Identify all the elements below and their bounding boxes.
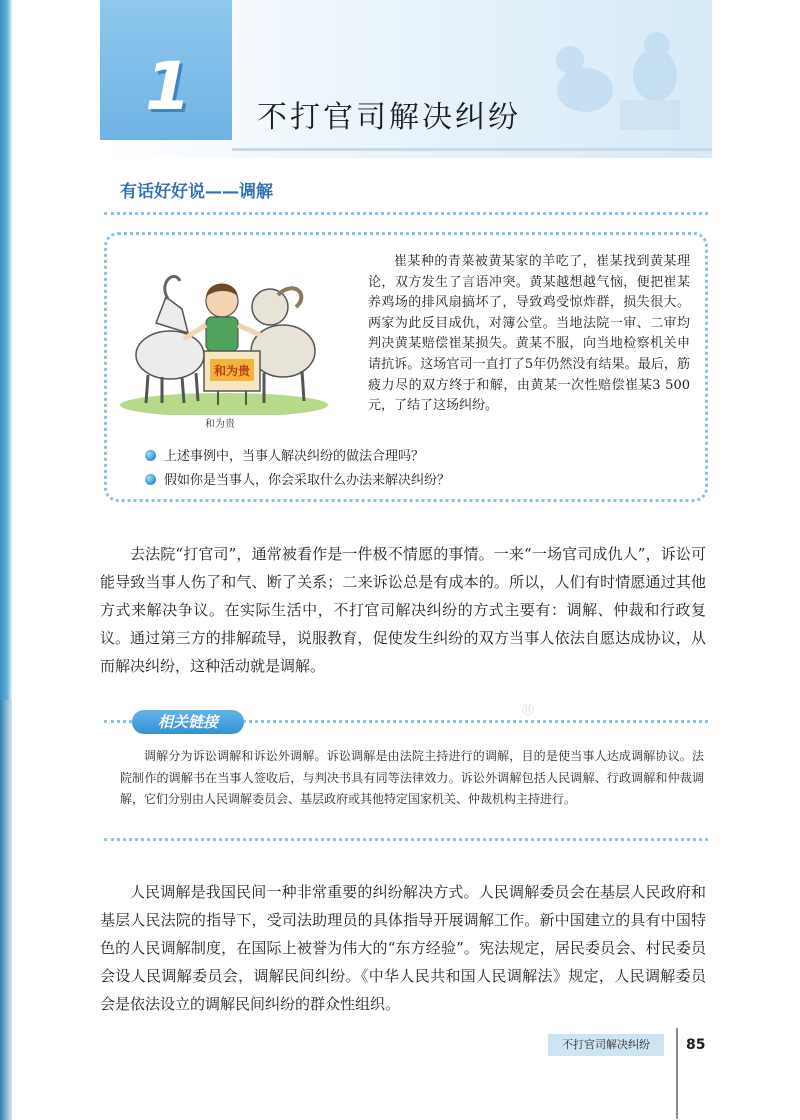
body-paragraph-3: 人民调解是我国民间一种非常重要的纠纷解决方式。人民调解委员会在基层人民政府和基层人民法院的指导下，受司法助理员的具体指导开展调解工作。新中国建立的具有中国特色的人民调解制度，在国际上被誉为伟大的“东方经验”。宪法规定，居民委员会、村民委员会设人民调解委员会，调解民间纠纷。《中华人民共和国人民调解法》规定，人民调解委员会是依法设立的调解民间纠纷的群众性组织。	[100, 883, 706, 1013]
body-paragraph-2: 通过第三方的排解疏导，说服教育，促使发生纠纷的双方当事人依法自愿达成协议，从而解决纠纷，这种活动就是调解。	[100, 629, 706, 675]
footer-chapter-label: 不打官司解决纠纷	[548, 1034, 664, 1056]
page-edge-strip	[0, 0, 12, 1119]
question-bullet-icon	[145, 474, 156, 485]
lesson-number: 1	[145, 48, 191, 125]
case-question-1	[145, 446, 685, 468]
case-question-2-text: 假如你是当事人，你会采取什么办法来解决纠纷？	[164, 473, 451, 488]
related-link-tab: 相关链接	[132, 710, 244, 734]
lesson-title: 不打官司解决纠纷	[257, 100, 521, 135]
watermark-registered-icon: ®	[520, 700, 536, 719]
goat-dispute-illustration	[118, 255, 330, 415]
related-link-text: 调解分为诉讼调解和诉讼外调解。诉讼调解是由法院主持进行的调解，目的是使当事人达成调解协议。法院制作的调解书在当事人签收后，与判决书具有同等法律效力。诉讼外调解包括人民调解、行政调解和仲裁调解，它们分别由人民调解委员会、基层政府或其他特定国家机关、仲裁机构主持进行。	[120, 749, 704, 806]
page-number: 85	[686, 1037, 706, 1053]
case-question-2	[145, 470, 685, 492]
illustration-caption: 和为贵	[205, 419, 235, 430]
question-bullet-icon	[145, 450, 156, 461]
body-paragraph-1: 去法院“打官司”，通常被看作是一件极不情愿的事情。一来“一场官司成仇人”，诉讼可能导致当事人伤了和气、断了关系；二来诉讼总是有成本的。所以，人们有时情愿通过其他方式来解决争议。在实际生活中，不打官司解决纠纷的方式主要有：调解、仲裁和行政复议。	[100, 545, 706, 647]
illustration-sign-text: 和为贵	[213, 364, 251, 378]
header-goat-illustration	[525, 20, 705, 145]
case-question-1-text: 上述事例中，当事人解决纠纷的做法合理吗？	[164, 449, 425, 464]
header-underline	[232, 148, 712, 151]
related-link-bottom-divider	[104, 838, 708, 841]
section-dotted-divider	[104, 212, 708, 215]
case-study-text: 崔某种的青菜被黄某家的羊吃了，崔某找到黄某理论，双方发生了言语冲突。黄某越想越气恼，便把崔某养鸡场的排风扇搞坏了，导致鸡受惊炸群，损失很大。两家为此反目成仇，对簿公堂。当地法院一审、二审均判决黄某赔偿崔某损失。黄某不服，向当地检察机关申请抗诉。这场官司一直打了5年仍然没有结果。最后，筋疲力尽的双方终于和解，由黄某一次性赔偿崔某3 500元，了结了这场纠纷。	[368, 254, 690, 414]
section-title: 有话好好说——调解	[120, 182, 273, 202]
footer-divider	[676, 1028, 678, 1119]
